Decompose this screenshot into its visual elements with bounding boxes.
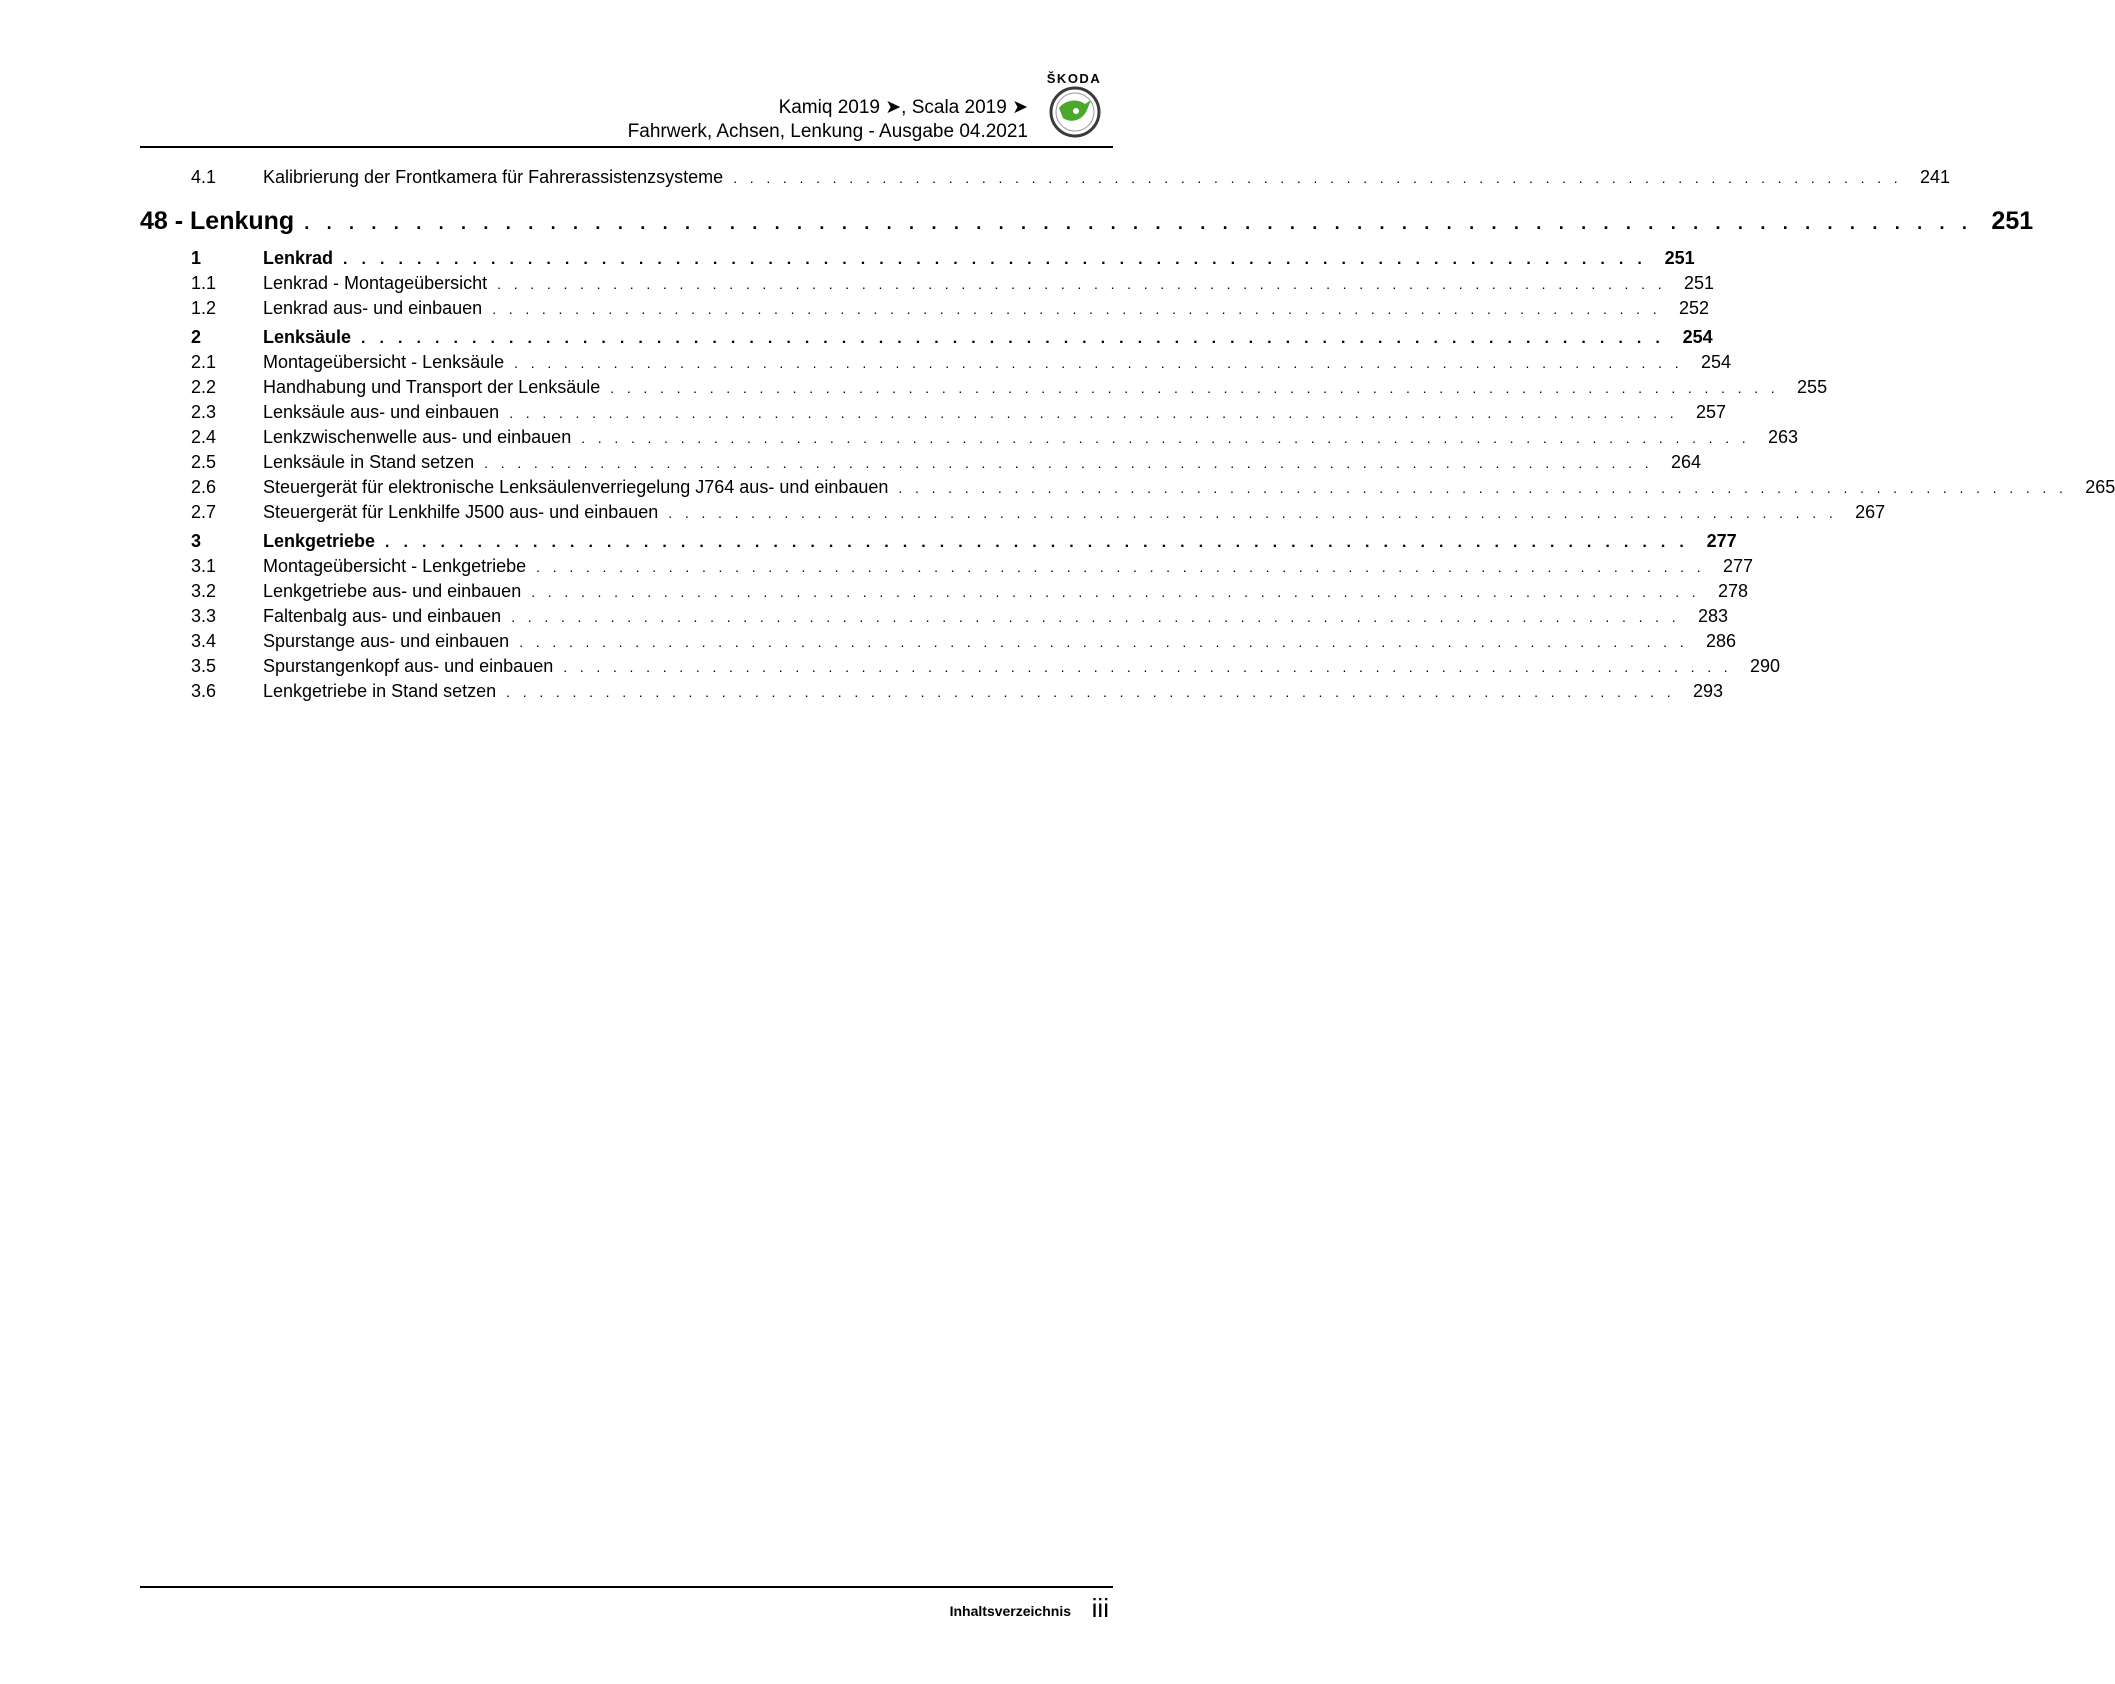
toc-entry[interactable] xyxy=(140,554,1754,579)
toc-leader-dots: . . . . . . . . . . . . . . . . . . . . . . . . . . . . . . . . . . . . . . . . . . . . . . . . . . . . . . . . . . . . . . . . . . . . . . . xyxy=(563,659,1733,675)
toc-leader-dots: . . . . . . . . . . . . . . . . . . . . . . . . . . . . . . . . . . . . . . . . . . . . . . . . . . . . . . . . . . . . . . . . . . . . . . . xyxy=(536,559,1706,575)
toc-entry-title: Montageübersicht - Lenksäule xyxy=(263,352,505,372)
toc-chapter-heading[interactable] xyxy=(140,200,2034,242)
toc-entry-page: 255 xyxy=(1797,377,1828,397)
toc-leader-dots: . . . . . . . . . . . . . . . . . . . . . . . . . . . . . . . . . . . . . . . . . . . . . . . . . . . . . . . . . . . . . . . . . . . . . . . xyxy=(492,301,1662,317)
header-manual-title: Fahrwerk, Achsen, Lenkung - Ausgabe 04.2021 xyxy=(627,121,1028,142)
toc-entry-title: Montageübersicht - Lenkgetriebe xyxy=(263,556,527,576)
toc-entry-number: 3.2 xyxy=(191,581,217,601)
toc-entry-number: 3 xyxy=(191,531,202,551)
table-of-contents xyxy=(140,165,2115,704)
toc-leader-dots: . . . . . . . . . . . . . . . . . . . . . . . . . . . . . . . . . . . . . . . . . . . . . . . . . . . . . . . . . . . . . . . . . . . . . . . xyxy=(497,276,1666,292)
toc-entry[interactable] xyxy=(140,375,1828,400)
toc-entry-page: 286 xyxy=(1706,631,1737,651)
toc-leader-dots: . . . . . . . . . . . . . . . . . . . . . . . . . . . . . . . . . . . . . . . . . . . . . . . . . . . . . . . . . . . . . . . . . . . . . . . . . . . xyxy=(304,213,1974,233)
toc-chapter-page: 251 xyxy=(1991,207,2034,235)
toc-entry-title: Lenkzwischenwelle aus- und einbauen xyxy=(263,427,572,447)
toc-entry-page: 241 xyxy=(1919,167,1951,187)
toc-entry-number: 3.5 xyxy=(191,656,217,676)
toc-chapter-title: 48 - Lenkung xyxy=(140,207,295,235)
toc-entry-title: Lenkrad xyxy=(263,248,334,268)
toc-entry-page: 251 xyxy=(1664,248,1695,268)
toc-leader-dots: . . . . . . . . . . . . . . . . . . . . . . . . . . . . . . . . . . . . . . . . . . . . . . . . . . . . . . . . . . . . . . . . . . . . . . . xyxy=(733,170,1903,186)
toc-entry-number: 2.3 xyxy=(191,402,217,422)
toc-entry-number: 2.4 xyxy=(191,427,217,447)
toc-entry-title: Lenksäule aus- und einbauen xyxy=(263,402,500,422)
toc-entry-number: 1.1 xyxy=(191,273,217,293)
toc-entry[interactable] xyxy=(140,500,1886,525)
toc-entry-title: Lenksäule in Stand setzen xyxy=(263,452,475,472)
toc-entry[interactable] xyxy=(140,296,1710,321)
toc-leader-dots: . . . . . . . . . . . . . . . . . . . . . . . . . . . . . . . . . . . . . . . . . . . . . . . . . . . . . . . . . . . . . . . . . . . . . . . xyxy=(531,584,1701,600)
brand-wordmark: ŠKODA xyxy=(1046,71,1102,86)
toc-entry[interactable] xyxy=(140,165,1951,190)
toc-leader-dots: . . . . . . . . . . . . . . . . . . . . . . . . . . . . . . . . . . . . . . . . . . . . . . . . . . . . . . . . . . . . . . . . . . . . . . . xyxy=(514,355,1683,371)
toc-entry-title: Handhabung und Transport der Lenksäule xyxy=(263,377,601,397)
toc-entry-number: 3.6 xyxy=(191,681,217,701)
toc-entry-number: 2 xyxy=(191,327,202,347)
toc-entry-page: 257 xyxy=(1696,402,1727,422)
toc-entry[interactable] xyxy=(140,425,1799,450)
toc-leader-dots: . . . . . . . . . . . . . . . . . . . . . . . . . . . . . . . . . . . . . . . . . . . . . . . . . . . . . . . . . . . . . . . . . . . . . . . xyxy=(668,505,1838,521)
toc-entry-number: 2.2 xyxy=(191,377,217,397)
toc-leader-dots: . . . . . . . . . . . . . . . . . . . . . . . . . . . . . . . . . . . . . . . . . . . . . . . . . . . . . . . . . . . . . . . . . . . . . . . xyxy=(509,405,1679,421)
toc-entry[interactable] xyxy=(140,450,1701,475)
toc-entry-title: Spurstangenkopf aus- und einbauen xyxy=(263,656,554,676)
toc-entry-page: 254 xyxy=(1700,352,1731,372)
toc-entry[interactable] xyxy=(140,400,1727,425)
toc-entry-page: 264 xyxy=(1670,452,1701,472)
toc-entry[interactable] xyxy=(140,629,1737,654)
toc-leader-dots: . . . . . . . . . . . . . . . . . . . . . . . . . . . . . . . . . . . . . . . . . . . . . . . . . . . . . . . . . . . . . . . . . . . . . . . xyxy=(581,430,1751,446)
toc-entry-title: Steuergerät für Lenkhilfe J500 aus- und einbauen xyxy=(263,502,659,522)
toc-entry-number: 1.2 xyxy=(191,298,217,318)
page-header xyxy=(0,0,1191,150)
toc-entry-page: 254 xyxy=(1682,327,1713,347)
toc-entry-title: Lenkrad aus- und einbauen xyxy=(263,298,483,318)
toc-entry-title: Lenksäule xyxy=(263,327,352,347)
header-divider xyxy=(140,146,1113,148)
toc-entry-title: Lenkgetriebe aus- und einbauen xyxy=(263,581,522,601)
toc-entry[interactable] xyxy=(140,654,1781,679)
toc-entry-page: 290 xyxy=(1750,656,1781,676)
toc-entry-page: 267 xyxy=(1855,502,1886,522)
toc-entry[interactable] xyxy=(140,679,1724,704)
toc-entry-page: 293 xyxy=(1692,681,1724,701)
toc-entry-page: 277 xyxy=(1722,556,1754,576)
toc-entry-number: 2.1 xyxy=(191,352,217,372)
toc-entry-number: 2.6 xyxy=(191,477,217,497)
toc-entry[interactable] xyxy=(140,350,1731,375)
toc-leader-dots: . . . . . . . . . . . . . . . . . . . . . . . . . . . . . . . . . . . . . . . . . . . . . . . . . . . . . . . . . . . . . . . . . . . . . . . xyxy=(361,330,1665,347)
footer-page-number: iii xyxy=(1091,1593,1109,1623)
toc-entry[interactable] xyxy=(140,579,1749,604)
toc-entry-title: Steuergerät für elektronische Lenksäulenverriegelung J764 aus- und einbauen xyxy=(263,477,889,497)
toc-leader-dots: . . . . . . . . . . . . . . . . . . . . . . . . . . . . . . . . . . . . . . . . . . . . . . . . . . . . . . . . . . . . . . . . . . . . . . . xyxy=(484,455,1653,471)
toc-leader-dots: . . . . . . . . . . . . . . . . . . . . . . . . . . . . . . . . . . . . . . . . . . . . . . . . . . . . . . . . . . . . . . . . . . . . . . . xyxy=(511,609,1681,625)
toc-entry-title: Lenkgetriebe xyxy=(263,531,376,551)
skoda-logo-icon xyxy=(1049,86,1101,138)
toc-entry-title: Lenkgetriebe in Stand setzen xyxy=(263,681,497,701)
toc-section-heading[interactable] xyxy=(140,246,1695,271)
toc-entry-number: 3.4 xyxy=(191,631,217,651)
toc-entry-title: Faltenbalg aus- und einbauen xyxy=(263,606,502,626)
toc-section-heading[interactable] xyxy=(140,529,1737,554)
toc-leader-dots: . . . . . . . . . . . . . . . . . . . . . . . . . . . . . . . . . . . . . . . . . . . . . . . . . . . . . . . . . . . . . . . . . . . . . . . xyxy=(343,251,1647,268)
toc-section-heading[interactable] xyxy=(140,325,1713,350)
toc-entry-number: 1 xyxy=(191,248,202,268)
toc-entry-title: Spurstange aus- und einbauen xyxy=(263,631,510,651)
toc-entry[interactable] xyxy=(140,604,1729,629)
toc-entry-page: 252 xyxy=(1678,298,1710,318)
footer-section-label: Inhaltsverzeichnis xyxy=(949,1603,1071,1619)
toc-entry-page: 265 xyxy=(2085,477,2115,497)
toc-leader-dots: . . . . . . . . . . . . . . . . . . . . . . . . . . . . . . . . . . . . . . . . . . . . . . . . . . . . . . . . . . . . . . . . . . . . . . . xyxy=(519,634,1689,650)
toc-entry-number: 4.1 xyxy=(191,167,217,187)
toc-entry-number: 3.1 xyxy=(191,556,217,576)
toc-leader-dots: . . . . . . . . . . . . . . . . . . . . . . . . . . . . . . . . . . . . . . . . . . . . . . . . . . . . . . . . . . . . . . . . . . . . . . . xyxy=(506,684,1676,700)
toc-entry-page: 251 xyxy=(1683,273,1714,293)
header-vehicle-models: Kamiq 2019 ➤, Scala 2019 ➤ xyxy=(778,97,1028,118)
toc-entry-page: 277 xyxy=(1706,531,1737,551)
footer-divider xyxy=(140,1586,1113,1588)
toc-entry[interactable] xyxy=(140,271,1714,296)
toc-leader-dots: . . . . . . . . . . . . . . . . . . . . . . . . . . . . . . . . . . . . . . . . . . . . . . . . . . . . . . . . . . . . . . . . . . . . . . . xyxy=(898,480,2068,496)
toc-entry-number: 2.7 xyxy=(191,502,217,522)
toc-entry-title: Lenkrad - Montageübersicht xyxy=(263,273,488,293)
toc-leader-dots: . . . . . . . . . . . . . . . . . . . . . . . . . . . . . . . . . . . . . . . . . . . . . . . . . . . . . . . . . . . . . . . . . . . . . . . xyxy=(610,380,1780,396)
toc-entry-number: 2.5 xyxy=(191,452,217,472)
toc-entry-page: 278 xyxy=(1718,581,1749,601)
toc-entry[interactable] xyxy=(140,475,2115,500)
toc-leader-dots: . . . . . . . . . . . . . . . . . . . . . . . . . . . . . . . . . . . . . . . . . . . . . . . . . . . . . . . . . . . . . . . . . . . . . . . xyxy=(385,534,1689,551)
toc-entry-number: 3.3 xyxy=(191,606,217,626)
toc-entry-page: 283 xyxy=(1697,606,1729,626)
toc-entry-title: Kalibrierung der Frontkamera für Fahrerassistenzsysteme xyxy=(263,167,724,187)
toc-entry-page: 263 xyxy=(1768,427,1799,447)
